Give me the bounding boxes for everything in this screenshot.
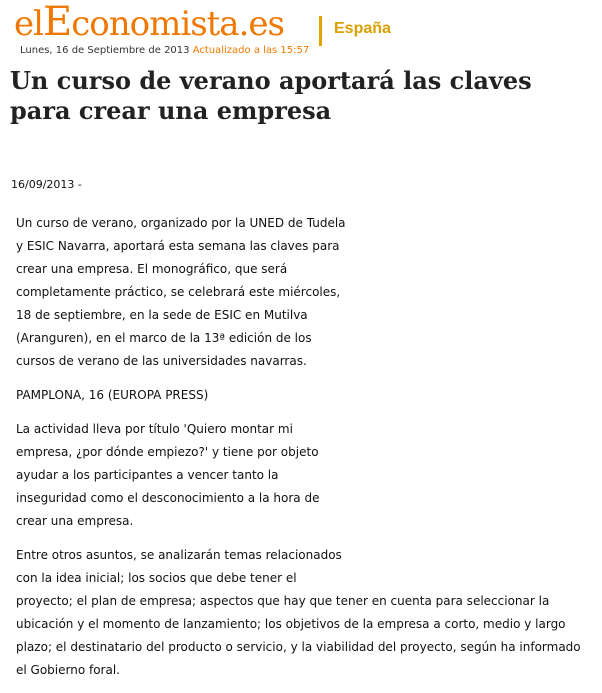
text-line: crear una empresa. El monográfico, que será <box>16 262 288 276</box>
paragraph <box>16 544 592 682</box>
headline-line: Un curso de verano aportará las claves <box>10 66 532 95</box>
text-line: ubicación y el momento de lanzamiento; los objetivos de la empresa a corto, medio y largo <box>16 617 566 631</box>
updated-time: Actualizado a las 15:57 <box>192 45 310 56</box>
logo-prefix: el <box>14 4 43 44</box>
text-line: (Aranguren), en el marco de la 13ª edición de los <box>16 331 312 345</box>
text-line: cursos de verano de las universidades navarras. <box>16 354 307 368</box>
date-line <box>20 45 309 56</box>
text-line: PAMPLONA, 16 (EUROPA PRESS) <box>16 388 209 402</box>
site-header <box>14 2 594 62</box>
article-headline <box>10 66 570 126</box>
text-line: proyecto; el plan de empresa; aspectos que hay que tener en cuenta para seleccionar la <box>16 594 550 608</box>
text-line: Entre otros asuntos, se analizarán temas relacionados <box>16 548 342 562</box>
text-line: con la idea inicial; los socios que debe tener el <box>16 571 297 585</box>
text-line: empresa, ¿por dónde empiezo?' y tiene por objeto <box>16 445 319 459</box>
current-date: Lunes, 16 de Septiembre de 2013 <box>20 45 190 56</box>
article-body <box>16 212 592 693</box>
paragraph <box>16 418 592 533</box>
logo-suffix: conomista.es <box>71 4 284 44</box>
article-dateline: 16/09/2013 - <box>11 178 82 191</box>
text-line: inseguridad como el desconocimiento a la hora de <box>16 491 320 505</box>
text-line: Un curso de verano, organizado por la UNED de Tudela <box>16 216 346 230</box>
section-label[interactable]: España <box>334 20 391 37</box>
site-logo[interactable] <box>14 2 284 44</box>
headline-line: para crear una empresa <box>10 96 332 125</box>
paragraph <box>16 212 592 373</box>
paragraph <box>16 384 592 407</box>
text-line: y ESIC Navarra, aportará esta semana las claves para <box>16 239 340 253</box>
logo-big-letter: E <box>43 0 72 45</box>
text-line: crear una empresa. <box>16 514 134 528</box>
text-line: plazo; el destinatario del producto o servicio, y la viabilidad del proyecto, según ha informado <box>16 640 581 654</box>
text-line: el Gobierno foral. <box>16 663 120 677</box>
text-line: La actividad lleva por título 'Quiero montar mi <box>16 422 293 436</box>
section-divider <box>319 16 322 46</box>
text-line: 18 de septiembre, en la sede de ESIC en Mutilva <box>16 308 308 322</box>
text-line: ayudar a los participantes a vencer tanto la <box>16 468 279 482</box>
text-line: completamente práctico, se celebrará este miércoles, <box>16 285 341 299</box>
